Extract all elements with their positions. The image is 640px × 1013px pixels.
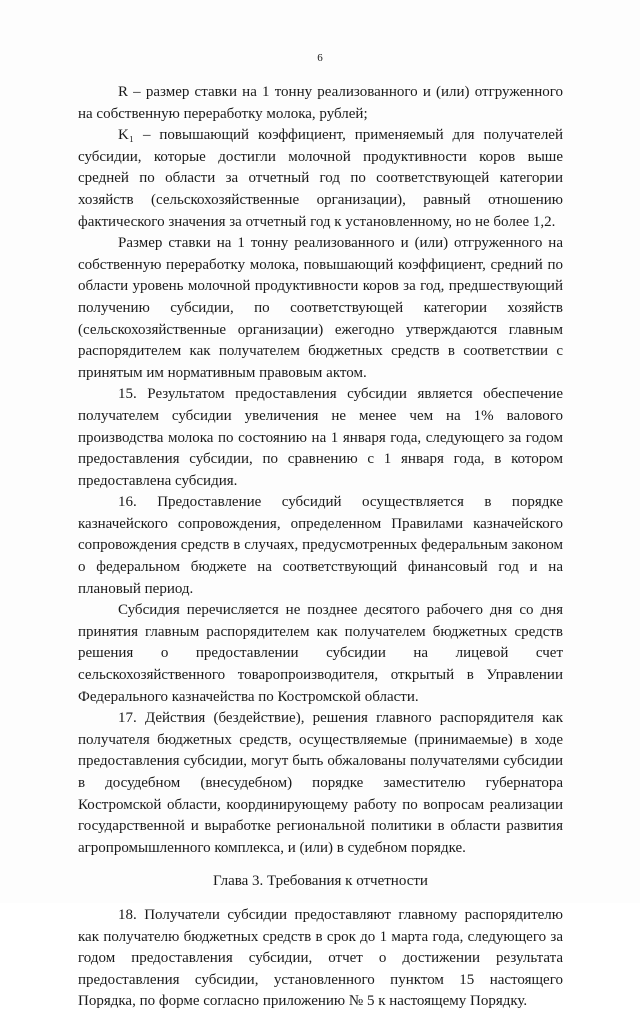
page-number: 6: [317, 52, 323, 64]
paragraph-r-definition: R – размер ставки на 1 тонну реализованного и (или) отгруженного на собственную переработку молока, рублей;: [78, 84, 563, 122]
paragraph-16: 16. Предоставление субсидий осуществляется в порядке казначейского сопровождения, определенном Правилами казначейского сопровождения средств в случаях, предусмотренных федеральным законом о федеральном бюджете на соответствующий финансовый год и на плановый период.: [78, 494, 563, 597]
paragraph-18: 18. Получатели субсидии предоставляют главному распорядителю как получателю бюджетных средств в срок до 1 марта года, следующего за годом предоставления субсидии, отчет о достижении результата предоставления субсидии, установленного пунктом 15 настоящего Порядка, по форме согласно приложению № 5 к настоящему Порядку.: [78, 906, 563, 1010]
paragraph-k1-definition: K₁ – повышающий коэффициент, применяемый для получателей субсидии, которые достигли молочной продуктивности коров выше средней по области за отчетный год по соответствующей категории хозяйств (сельскохозяйственные организации), равный отношению фактического значения за отчетный год к установленному, но не более 1,2.: [78, 127, 563, 230]
document-body: [78, 82, 563, 1013]
paragraph-rate-approval: Размер ставки на 1 тонну реализованного и (или) отгруженного на собственную переработку молока, повышающий коэффициент, средний по области уровень молочной продуктивности коров за год, предшествующий получению субсидии, по соответствующей категории хозяйств (сельскохозяйственные организации) ежегодно утверждаются главным распорядителем как получателем бюджетных средств в соответствии с принятым им нормативным правовым актом.: [78, 235, 563, 381]
paragraph-15: 15. Результатом предоставления субсидии является обеспечение получателем субсидии увеличения не менее чем на 1% валового производства молока по состоянию на 1 января года, следующего за годом предоставления субсидии, по сравнению с 1 января года, в котором предоставлена субсидия.: [78, 386, 563, 489]
chapter-heading: Глава 3. Требования к отчетности: [213, 873, 428, 890]
paragraph-17: 17. Действия (бездействие), решения главного распорядителя как получателя бюджетных средств, осуществляемые (принимаемые) в ходе предоставления субсидии, могут быть обжалованы получателями субсидии в досудебном (внесудебном) порядке заместителю губернатора Костромской области, координирующему работу по вопросам реализации государственной и выработке региональной политики в области развития агропромышленного комплекса, и (или) в судебном порядке.: [78, 710, 563, 856]
paragraph-transfer: Субсидия перечисляется не позднее десятого рабочего дня со дня принятия главным распорядителем как получателем бюджетных средств решения о предоставлении субсидии на лицевой счет сельскохозяйственного товаропроизводителя, открытый в Управлении Федерального казначейства по Костромской области.: [78, 602, 563, 705]
